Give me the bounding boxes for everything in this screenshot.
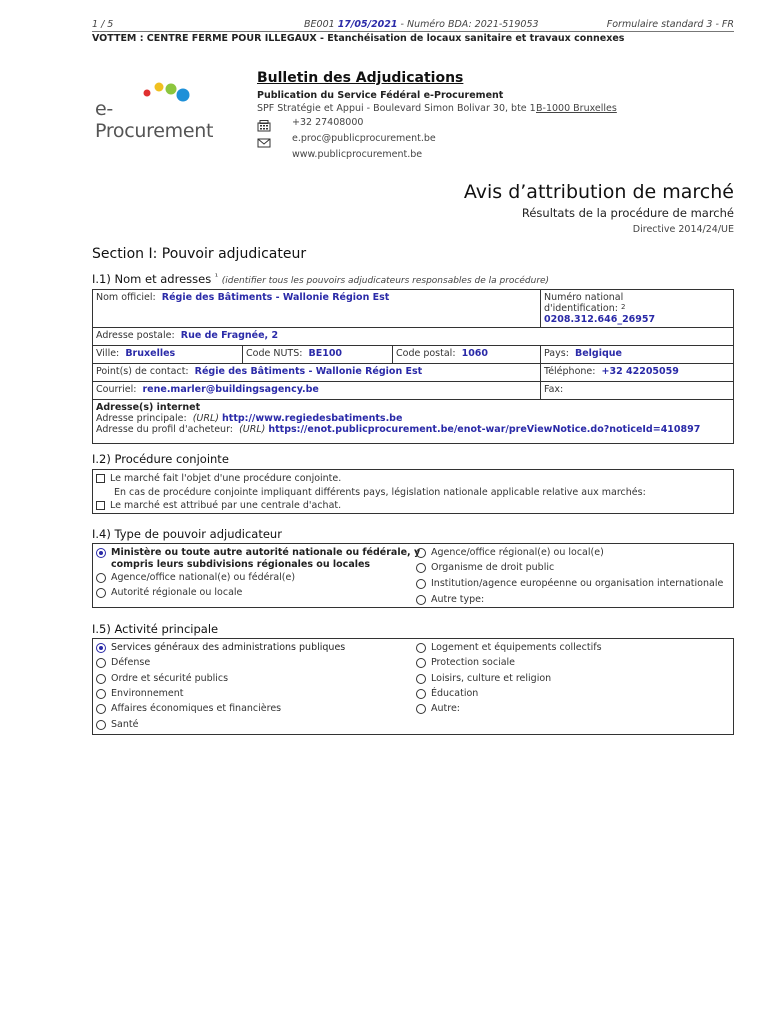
authority-type-radio[interactable] — [416, 595, 426, 605]
authority-type-radio[interactable] — [96, 573, 106, 583]
activity-radio[interactable] — [96, 674, 106, 684]
authority-type-option[interactable] — [416, 547, 604, 558]
joint-procedure-box — [92, 469, 734, 514]
authority-type-label: Organisme de droit public — [431, 562, 555, 573]
activity-label: Santé — [111, 719, 139, 730]
logo-text: e-Procurement — [95, 98, 214, 142]
national-id-label-1: Numéro national — [544, 292, 624, 303]
national-id-cell — [541, 290, 734, 328]
joint-procedure-checkbox[interactable] — [96, 474, 105, 483]
activity-radio[interactable] — [96, 658, 106, 668]
email-cell — [93, 382, 541, 400]
subsection-i2-title: I.2) Procédure conjointe — [92, 452, 229, 466]
authority-type-radio[interactable] — [416, 579, 426, 589]
activity-option[interactable] — [96, 719, 138, 730]
phone-cell — [541, 364, 734, 382]
buyer-profile-label: Adresse du profil d'acheteur: — [96, 424, 234, 435]
authority-type-option[interactable] — [416, 562, 554, 573]
activity-label: Affaires économiques et financières — [111, 703, 282, 714]
authority-type-option[interactable] — [416, 578, 723, 589]
main-activity-box — [92, 638, 734, 735]
i1-footnote-mark: ¹ — [214, 272, 219, 281]
fax-label: Fax: — [544, 384, 564, 395]
joint-law-line — [114, 487, 646, 498]
authority-type-option[interactable] — [96, 547, 420, 571]
email-label: Courriel: — [96, 384, 137, 395]
activity-label: Éducation — [431, 688, 479, 699]
postal-address-value: Rue de Fragnée, 2 — [180, 330, 279, 341]
authority-type-label-2: compris leurs subdivisions régionales ou locales — [111, 559, 371, 570]
official-name-label: Nom officiel: — [96, 292, 156, 303]
authority-type-option[interactable] — [96, 572, 295, 583]
activity-radio[interactable] — [416, 689, 426, 699]
city-label: Ville: — [96, 348, 120, 359]
activity-label: Services généraux des administrations publiques — [111, 642, 346, 653]
form-type: Formulaire standard 3 - FR — [606, 19, 734, 30]
authority-type-label: Agence/office régional(e) ou local(e) — [431, 547, 604, 558]
publisher-address: SPF Stratégie et Appui - Boulevard Simon Bolivar 30, bte 1 — [257, 103, 536, 114]
authority-type-radio[interactable] — [416, 563, 426, 573]
notice-directive: Directive 2014/24/UE — [632, 224, 734, 235]
logo-dot — [166, 84, 177, 95]
activity-label: Défense — [111, 657, 151, 668]
national-id-footnote: 2 — [621, 303, 626, 311]
nuts-cell — [243, 346, 393, 364]
postal-address-cell — [93, 328, 734, 346]
notice-reference — [304, 19, 539, 30]
city-cell — [93, 346, 243, 364]
authority-type-label: Ministère ou toute autre autorité nationale ou fédérale, y — [111, 547, 421, 558]
authority-type-label: Agence/office national(e) ou fédéral(e) — [111, 572, 296, 583]
activity-radio[interactable] — [96, 643, 106, 653]
publisher-email-link[interactable]: e.proc@publicprocurement.be — [292, 133, 436, 144]
authority-type-radio[interactable] — [416, 548, 426, 558]
subsection-i5-title: I.5) Activité principale — [92, 622, 219, 636]
authority-type-radio[interactable] — [96, 548, 106, 558]
activity-radio[interactable] — [416, 674, 426, 684]
i1-note: (identifier tous les pouvoirs adjudicateurs responsables de la procédure) — [221, 276, 550, 286]
country-value: Belgique — [574, 348, 622, 359]
i1-title-text: I.1) Nom et adresses — [92, 272, 212, 286]
activity-radio[interactable] — [416, 643, 426, 653]
phone-label: Téléphone: — [544, 366, 596, 377]
notice-code: BE001 — [304, 19, 335, 30]
joint-law-label: En cas de procédure conjointe impliquant différents pays, législation nationale applicable relative aux marchés: — [114, 487, 646, 498]
activity-radio[interactable] — [96, 704, 106, 714]
activity-option[interactable] — [416, 703, 460, 714]
zip-cell — [393, 346, 541, 364]
activity-option[interactable] — [416, 642, 602, 653]
authority-type-option[interactable] — [96, 587, 242, 598]
activity-option[interactable] — [96, 688, 184, 699]
activity-option[interactable] — [416, 673, 551, 684]
publisher-city-link[interactable]: B-1000 Bruxelles — [536, 103, 617, 114]
activity-radio[interactable] — [96, 689, 106, 699]
activity-option[interactable] — [416, 688, 478, 699]
publisher-website-link[interactable]: www.publicprocurement.be — [292, 149, 423, 160]
contact-label: Point(s) de contact: — [96, 366, 189, 377]
national-id-label-2: d'identification: — [544, 303, 618, 314]
buyer-url-tag: (URL) — [239, 424, 266, 435]
notice-date: 17/05/2021 — [337, 19, 398, 30]
postal-address-label: Adresse postale: — [96, 330, 175, 341]
official-name-value: Régie des Bâtiments - Wallonie Région Est — [161, 292, 390, 303]
email-icon — [257, 134, 271, 146]
authority-type-radio[interactable] — [96, 588, 106, 598]
activity-option[interactable] — [96, 642, 345, 653]
national-id-value: 0208.312.646_26957 — [544, 314, 656, 325]
activity-option[interactable] — [96, 673, 228, 684]
main-url-tag: (URL) — [192, 413, 219, 424]
city-value: Bruxelles — [125, 348, 176, 359]
activity-label: Ordre et sécurité publics — [111, 673, 229, 684]
nuts-label: Code NUTS: — [246, 348, 303, 359]
authority-type-box — [92, 543, 734, 608]
activity-label: Autre: — [431, 703, 460, 714]
activity-radio[interactable] — [96, 720, 106, 730]
authority-type-label: Institution/agence européenne ou organisation internationale — [431, 578, 724, 589]
activity-label: Logement et équipements collectifs — [431, 642, 602, 653]
notice-title: Avis d’attribution de marché — [463, 181, 734, 203]
notice-subtitle: Résultats de la procédure de marché — [521, 206, 734, 220]
publisher-phone: +32 27408000 — [292, 117, 364, 128]
publisher-subtitle: Publication du Service Fédéral e-Procurement — [257, 90, 504, 101]
main-address-label: Adresse principale: — [96, 413, 187, 424]
header-divider — [92, 31, 734, 32]
phone-value: +32 42205059 — [601, 366, 679, 377]
joint-procedure-option[interactable] — [96, 473, 341, 484]
activity-label: Protection sociale — [431, 657, 516, 668]
section-title: Section I: Pouvoir adjudicateur — [92, 246, 307, 262]
authority-type-label: Autorité régionale ou locale — [111, 587, 243, 598]
authority-type-option[interactable] — [416, 594, 484, 605]
phone-fax-icon — [257, 117, 271, 129]
authority-type-label: Autre type: — [431, 594, 485, 605]
contact-value: Régie des Bâtiments - Wallonie Région Est — [194, 366, 423, 377]
nuts-value: BE100 — [308, 348, 343, 359]
central-purchasing-checkbox[interactable] — [96, 501, 105, 510]
eprocurement-logo — [95, 78, 225, 142]
internet-label: Adresse(s) internet — [96, 402, 201, 413]
activity-radio[interactable] — [416, 658, 426, 668]
contracting-authority-table — [92, 289, 734, 444]
activity-option[interactable] — [96, 703, 281, 714]
main-address-link[interactable]: http://www.regiedesbatiments.be — [222, 413, 403, 424]
internet-cell — [93, 400, 734, 444]
country-cell — [541, 346, 734, 364]
zip-value: 1060 — [461, 348, 489, 359]
contract-title: VOTTEM : CENTRE FERME POUR ILLEGAUX - Etanchéisation de locaux sanitaire et travaux connexes — [92, 33, 625, 44]
bda-number: - Numéro BDA: 2021-519053 — [400, 19, 539, 30]
activity-label: Loisirs, culture et religion — [431, 673, 552, 684]
activity-option[interactable] — [96, 657, 150, 668]
activity-label: Environnement — [111, 688, 184, 699]
bulletin-title: Bulletin des Adjudications — [257, 70, 464, 86]
joint-procedure-label: Le marché fait l'objet d'une procédure conjointe. — [110, 473, 342, 484]
logo-dot — [144, 90, 151, 97]
subsection-i1-title — [92, 272, 549, 286]
activity-radio[interactable] — [416, 704, 426, 714]
subsection-i4-title: I.4) Type de pouvoir adjudicateur — [92, 527, 282, 541]
contact-cell — [93, 364, 541, 382]
zip-label: Code postal: — [396, 348, 456, 359]
central-purchasing-label: Le marché est attribué par une centrale d'achat. — [110, 500, 342, 511]
central-purchasing-option[interactable] — [96, 500, 341, 511]
logo-dot — [155, 83, 164, 92]
email-link[interactable]: rene.marler@buildingsagency.be — [142, 384, 319, 395]
fax-cell — [541, 382, 734, 400]
country-label: Pays: — [544, 348, 569, 359]
official-name-cell — [93, 290, 541, 328]
buyer-profile-link[interactable]: https://enot.publicprocurement.be/enot-war/preViewNotice.do?noticeId=410897 — [268, 424, 701, 435]
activity-option[interactable] — [416, 657, 515, 668]
page-number: 1 / 5 — [92, 19, 114, 30]
